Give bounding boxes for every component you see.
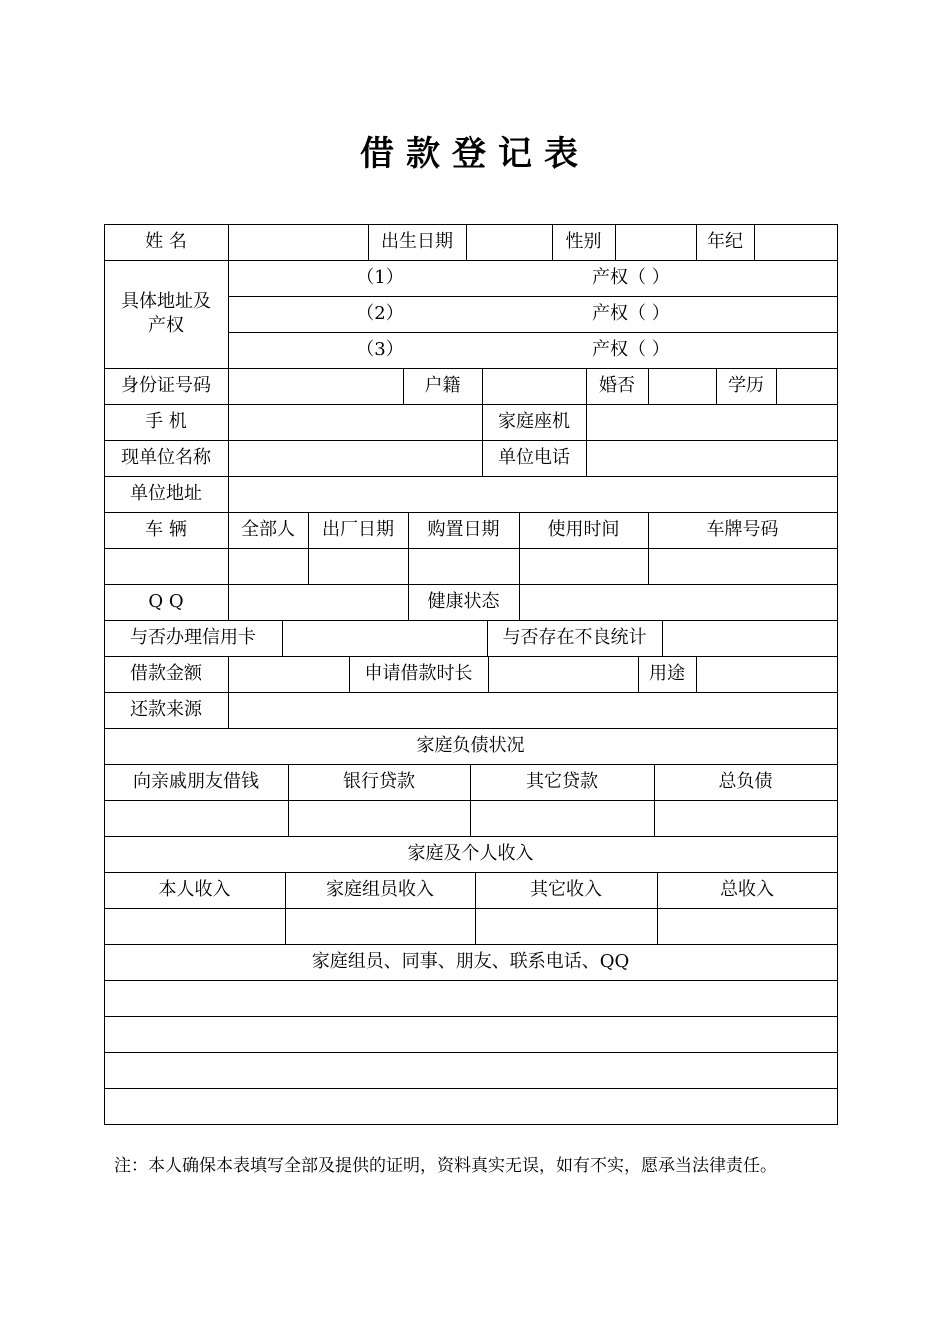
table-rule [662,620,663,656]
label-purchase-date: 购置日期 [427,519,500,540]
table-rule [228,332,838,333]
label-income-section: 家庭及个人收入 [407,843,534,864]
label-home-phone: 家庭座机 [498,411,570,432]
label-gender: 性别 [565,231,602,252]
label-employer: 现单位名称 [121,447,211,468]
table-rule [228,440,229,476]
label-addr1: （1） [356,267,404,288]
label-plate-number: 车牌号码 [706,519,779,540]
table-rule [104,1052,838,1053]
label-mobile: 手 机 [145,411,187,432]
table-rule [519,584,520,620]
label-income-other: 其它收入 [530,879,602,900]
form-title: 借款登记表 [360,134,590,174]
table-rule [648,368,649,404]
label-property: 产权（ ） [592,267,670,288]
label-age: 年纪 [707,231,743,252]
label-manufacture-date: 出厂日期 [322,519,394,540]
table-rule [228,476,229,512]
label-birth-date: 出生日期 [381,231,453,252]
label-debt-other: 其它贷款 [526,771,598,792]
table-rule [104,1124,838,1125]
label-work-phone: 单位电话 [498,447,570,468]
label-property: 产权（ ） [592,303,670,324]
label-marital: 婚否 [599,375,635,396]
label-property: 产权（ ） [592,339,670,360]
label-hukou: 户籍 [424,375,461,396]
label-income-family: 家庭组员收入 [326,879,434,900]
label-qq: Q Q [148,591,184,612]
table-rule [104,908,838,909]
table-rule [104,1016,838,1017]
declaration-note: 注：本人确保本表填写全部及提供的证明，资料真实无误，如有不实，愿承当法律责任。 [114,1156,777,1176]
table-rule [754,224,755,260]
label-income-total: 总收入 [720,879,774,900]
table-rule [104,980,838,981]
label-vehicle: 车 辆 [145,519,187,540]
table-rule [228,656,229,692]
table-rule [228,296,838,297]
table-rule [466,224,467,260]
label-address: 具体地址及 产权 [121,291,211,336]
label-debt-section: 家庭负债状况 [416,735,525,756]
table-rule [482,368,483,404]
table-rule [586,404,587,440]
table-rule [586,440,587,476]
label-addr2: （2） [356,303,404,324]
label-education: 学历 [728,375,764,396]
label-income-self: 本人收入 [158,879,231,900]
label-credit-card: 与否办理信用卡 [130,627,256,648]
label-contacts-section: 家庭组员、同事、朋友、联系电话、QQ [311,951,630,972]
label-debt-bank: 银行贷款 [343,771,415,792]
label-addr3: （3） [356,339,404,360]
table-rule [228,404,229,440]
table-rule [696,656,697,692]
label-id-number: 身份证号码 [121,375,211,396]
label-loan-amount: 借款金额 [130,663,202,684]
label-purpose: 用途 [649,663,685,684]
table-rule [228,260,229,368]
label-repay-source: 还款来源 [130,699,202,720]
label-debt-friends: 向亲戚朋友借钱 [133,771,259,792]
label-loan-term: 申请借款时长 [364,663,473,684]
label-work-address: 单位地址 [130,483,202,504]
table-rule [615,224,616,260]
label-bad-record: 与否存在不良统计 [502,627,647,648]
table-rule [228,368,229,404]
table-rule [228,584,229,620]
table-rule [228,224,229,260]
table-rule [837,224,838,1125]
table-rule [488,656,489,692]
table-rule [228,692,229,728]
label-owner: 全部人 [241,519,295,540]
label-health: 健康状态 [427,591,500,612]
table-rule [776,368,777,404]
label-debt-total: 总负债 [718,771,773,792]
table-rule [104,800,838,801]
table-rule [282,620,283,656]
table-rule [104,548,838,549]
label-name: 姓 名 [145,231,187,252]
label-usage-time: 使用时间 [547,519,620,540]
table-rule [104,1088,838,1089]
